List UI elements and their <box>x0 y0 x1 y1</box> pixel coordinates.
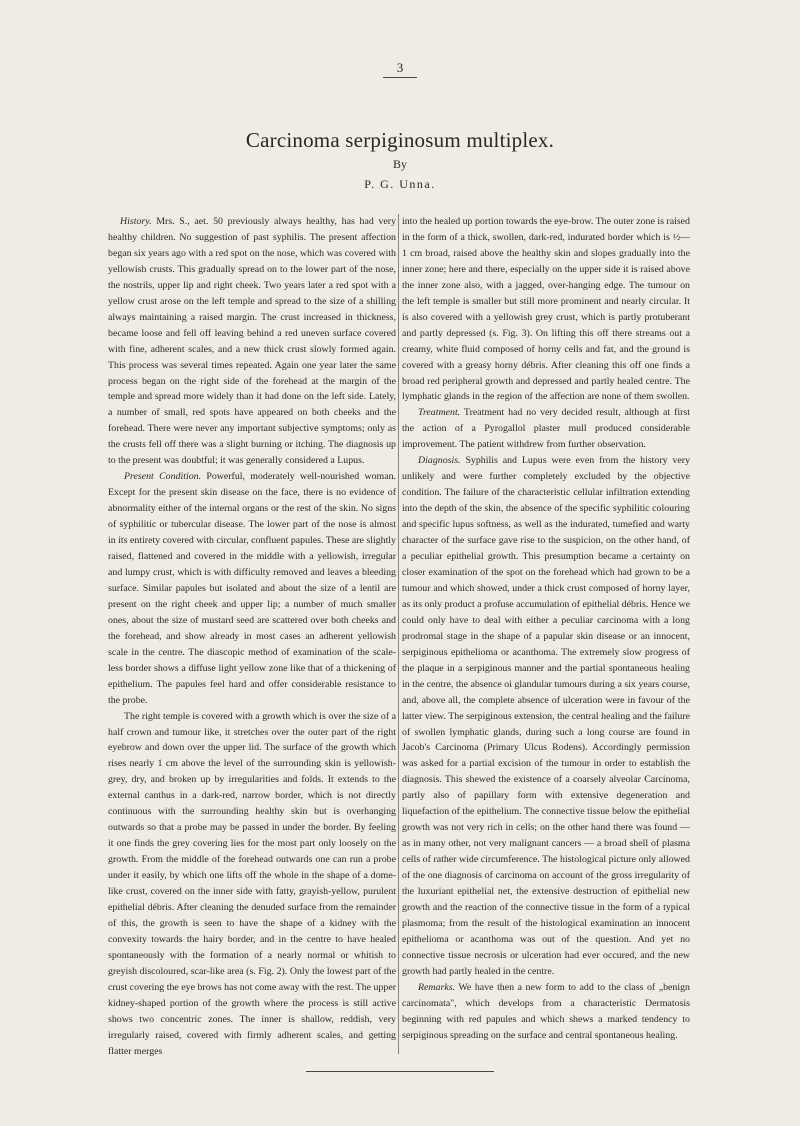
paragraph-text: We have then a new form to add to the class of „benign carcinomata", which develops from a characteristic Dermatosis beginning with red papules and which shews a marked tendency to serpiginous spreading on the surface and central spontaneous healing. <box>402 981 690 1041</box>
paragraph-text: Powerful, moderately well-nourished woman. Except for the present skin disease on the face, there is no evidence of abnormality either of the internal organs or the rest of the skin. No signs of syphilitic or tubercular disease. The lower part of the nose is almost in its entirety covered with circular, confluent papules. These are slightly raised, flattened and covered in the middle with a yellowish, irregular and lumpy crust, which is with difficulty removed and leaves a bleeding surface. Similar papules but isolated and about the size of a lentil are present on the right cheek and upper lip; a number of much smaller ones, about the size of mustard seed are scattered over both cheeks and the forehead, and show already in most cases an adherent yellowish scale in the centre. The diascopic method of examination of the scale-less border shows a diffuse light yellow zone like that of a thickening of epithelium. The papules feel hard and offer considerable resistance to the probe. <box>108 471 396 706</box>
left-column <box>108 214 396 1060</box>
right-column <box>402 214 690 1044</box>
section-heading-diagnosis: Diagnosis. <box>418 455 461 467</box>
paragraph-remarks <box>402 980 690 1044</box>
paragraph-history <box>108 214 396 469</box>
section-heading-present-condition: Present Condition. <box>124 471 202 483</box>
page-number: 3 <box>396 60 404 75</box>
paragraph-diagnosis <box>402 453 690 979</box>
column-divider <box>398 214 399 1054</box>
paragraph-present-condition <box>108 469 396 708</box>
paragraph-text: Mrs. S., aet. 50 previously always healthy, has had very healthy children. No suggestion of past syphilis. The present affection began six years ago with a red spot on the nose, which was covered with yellowish crusts. This gradually spread on to the lower part of the nose, the nostrils, upper lip and right cheek. Two years later a red spot with a yellow crust arose on the left temple and spread to the size of a shilling always maintaining a raised margin. The crust increased in thickness, became loose and fell off leaving behind a red uneven surface covered with fine, adherent scales, and a new thick crust slowly formed again. This process was several times repeated. Again one year later the same process began on the right side of the forehead at the margin of the temple and spread more widely than it had done on the left side. Lately, a number of small, red spots have appeared on both cheeks and the forehead. There were never any important subjective symptoms; only as the crusts fell off there was a slight burning or itching. The diagnosis up to the present was doubtful; it was generally considered a Lupus. <box>108 216 397 467</box>
article-title: Carcinoma serpiginosum multiplex. <box>245 128 555 152</box>
page-number-rule <box>383 77 417 78</box>
section-heading-remarks: Remarks. <box>418 981 456 993</box>
paragraph-continuation <box>402 214 690 405</box>
paragraph-text: Treatment had no very decided result, although at first the action of a Pyrogallol plaster mull produced considerable improvement. The patient withdrew from further observation. <box>402 407 690 451</box>
paragraph-treatment <box>402 405 690 453</box>
section-heading-history: History. <box>120 216 152 227</box>
byline: By <box>392 157 407 171</box>
end-rule <box>306 1071 494 1072</box>
section-heading-treatment: Treatment. <box>418 407 461 419</box>
paragraph-right-temple <box>108 709 396 1060</box>
paragraph-text: Syphilis and Lupus were even from the history very unlikely and were further completely excluded by the objective condition. The failure of the characteristic cellular infiltration extending into the depth of the skin, the absence of the specific syphilitic colouring and specific lupus softness, as well as the indurated, tumefied and warty character of the surface gave rise to the suspicion, on the other hand, of a peculiar epithelial growth. This presumption became a certainty on closer examination of the spot on the forehead which had grown to be a tumour and which showed, under a thick crust composed of horny layer, as its only product a profuse accumulation of epithelial débris. Hence we could only have to deal with either a peculiar carcinoma with a long prodromal stage in the shape of a papular skin disease or an innocent, serpiginous epithelioma or acanthoma. The extremely slow progress of the plaque in a serpiginous manner and the partial spontaneous healing in the centre, the absence oi glandular tumours during a six years course, and, above all, the complete absence of ulceration were in favour of the latter view. The serpiginous extension, the central healing and the failure of swollen lymphatic glands, during such a long course are found in Jacob's Carcinoma (Primary Ulcus Rodens). Accordingly permission was asked for a partial excision of the tumour in order to establish the diagnosis. This shewed the existence of a coarsely alveolar Carcinoma, partly also of papillary form with extensive degeneration and liquefaction of the epithelium. The connective tissue below the epithelial growth was not very rich in cells; on the other hand there was found — as in many other, not very malignant cancers — a broad shell of plasma cells of rather wide circumference. The histological picture only allowed of the one diagnosis of carcinoma on account of the gross irregularity of the luxuriant epithelial net, the extensive destruction of epithelial new growth and the reaction of the connective tissue in the form of a typical plasmoma; from the result of the histological examination an innocent epithelioma or acanthoma was out of the question. And yet no connective tissue necrosis or ulceration had ever occured, and the new growth had partly healed in the centre. <box>402 455 691 977</box>
paragraph-text: The right temple is covered with a growth which is over the size of a half crown and tumour like, it stretches over the outer part of the right eyebrow and down over the upper lid. The surface of the growth which rises nearly 1 cm above the level of the surrounding skin is yellowish-grey, dry, and broken up by irregularities and folds. It extends to the external canthus in a dark-red, narrow border, which is not directly continuous with the surrounding healthy skin but is overhanging outwards so that a probe may be passed in under the border. By feeling it one finds the grey covering lies for the most part only loosely on the growth. From the middle of the forehead outwards one can run a probe under it easily, by which one lifts off the whole in the shape of a dome-like crust, covered on the inner side with fatty, grayish-yellow, purulent epithelial débris. After cleaning the denuded surface from the remainder of this, the growth is seen to have the shape of a kidney with the convexity towards the hairy border, and in the centre to have healed spontaneously with the formation of a nearly normal or whitish to greyish discoloured, scar-like area (s. Fig. 2). Only the lowest part of the crust covering the eye brows has not come away with the rest. The upper kidney-shaped portion of the growth where the process is still active shows two concentric zones. The inner is shallow, reddish, very irregularly raised, covered with firmly adherent scales, and getting flatter merges <box>108 710 396 1057</box>
paragraph-text: into the healed up portion towards the eye-brow. The outer zone is raised in the form of a thick, swollen, dark-red, indurated border which is ½—1 cm broad, raised above the healthy skin and slopes gradually into the inner zone; here and there, especially on the upper side it is raised above the inner zone also, with a jagged, over-hanging edge. The tumour on the left temple is smaller but still more prominent and nearly circular. It is also covered with a yellowish grey crust, which is partly protuberant and partly depressed (s. Fig. 3). On lifting this off there streams out a creamy, white fluid composed of horny cells and fat, and the ground is covered with a greasy horny débris. After cleaning this off one finds a broad red peripheral growth and depressed and partly healed centre. The lymphatic glands in the region of the affection are none of them swollen. <box>402 216 690 403</box>
author-name: P. G. Unna. <box>364 177 436 191</box>
